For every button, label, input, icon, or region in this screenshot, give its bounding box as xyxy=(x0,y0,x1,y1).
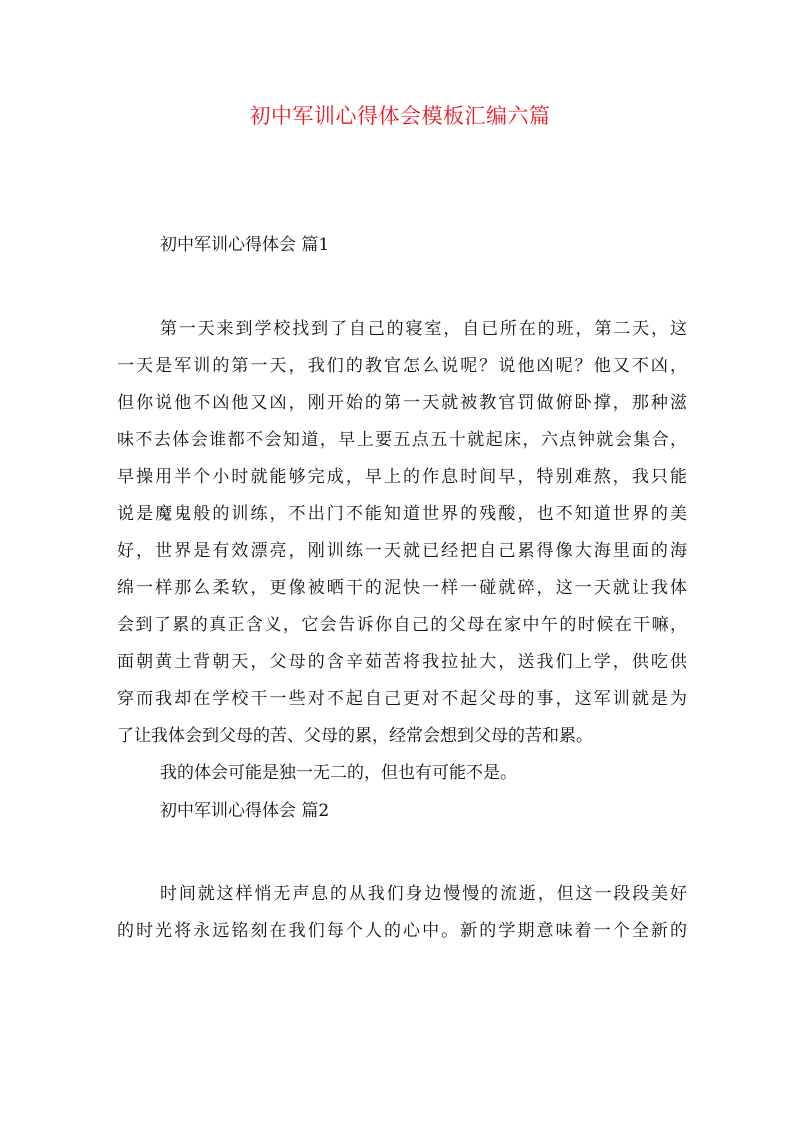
section-2-paragraph-1 xyxy=(117,876,687,950)
paragraph-line: 绵一样那么柔软，更像被晒干的泥快一样一碰就碎，这一天就让我体 xyxy=(117,578,687,598)
section-heading-1: 初中军训心得体会 篇1 xyxy=(160,235,330,255)
document-title: 初中军训心得体会模板汇编六篇 xyxy=(249,104,551,128)
paragraph-line: 一天是军训的第一天，我们的教官怎么说呢？说他凶呢？他又不凶， xyxy=(117,356,687,376)
section-1-paragraph-2 xyxy=(117,755,687,792)
paragraph-line: 我的体会可能是独一无二的，但也有可能不是。 xyxy=(160,763,517,783)
paragraph-line: 了让我体会到父母的苦、父母的累，经常会想到父母的苦和累。 xyxy=(117,726,593,746)
paragraph-line: 但你说他不凶他又凶，刚开始的第一天就被教官罚做俯卧撑，那种滋 xyxy=(117,393,687,413)
section-heading-2: 初中军训心得体会 篇2 xyxy=(160,801,330,821)
paragraph-line: 好，世界是有效漂亮，刚训练一天就已经把自己累得像大海里面的海 xyxy=(117,541,687,561)
section-1-paragraph-1 xyxy=(117,311,687,755)
paragraph-line: 面朝黄土背朝天，父母的含辛茹苦将我拉扯大，送我们上学，供吃供 xyxy=(117,652,687,672)
paragraph-line: 第一天来到学校找到了自己的寝室，自已所在的班，第二天，这 xyxy=(160,319,687,339)
paragraph-line: 味不去体会谁都不会知道，早上要五点五十就起床，六点钟就会集合， xyxy=(117,430,687,450)
paragraph-line: 会到了累的真正含义，它会告诉你自己的父母在家中午的时候在干嘛， xyxy=(117,615,687,635)
paragraph-line: 穿而我却在学校干一些对不起自己更对不起父母的事，这军训就是为 xyxy=(117,689,687,709)
paragraph-line: 的时光将永远铭刻在我们每个人的心中。新的学期意味着一个全新的 xyxy=(117,921,687,941)
paragraph-line: 早操用半个小时就能够完成，早上的作息时间早，特别难熬，我只能 xyxy=(117,467,687,487)
paragraph-line: 时间就这样悄无声息的从我们身边慢慢的流逝，但这一段段美好 xyxy=(160,884,687,904)
paragraph-line: 说是魔鬼般的训练，不出门不能知道世界的残酸，也不知道世界的美 xyxy=(117,504,687,524)
